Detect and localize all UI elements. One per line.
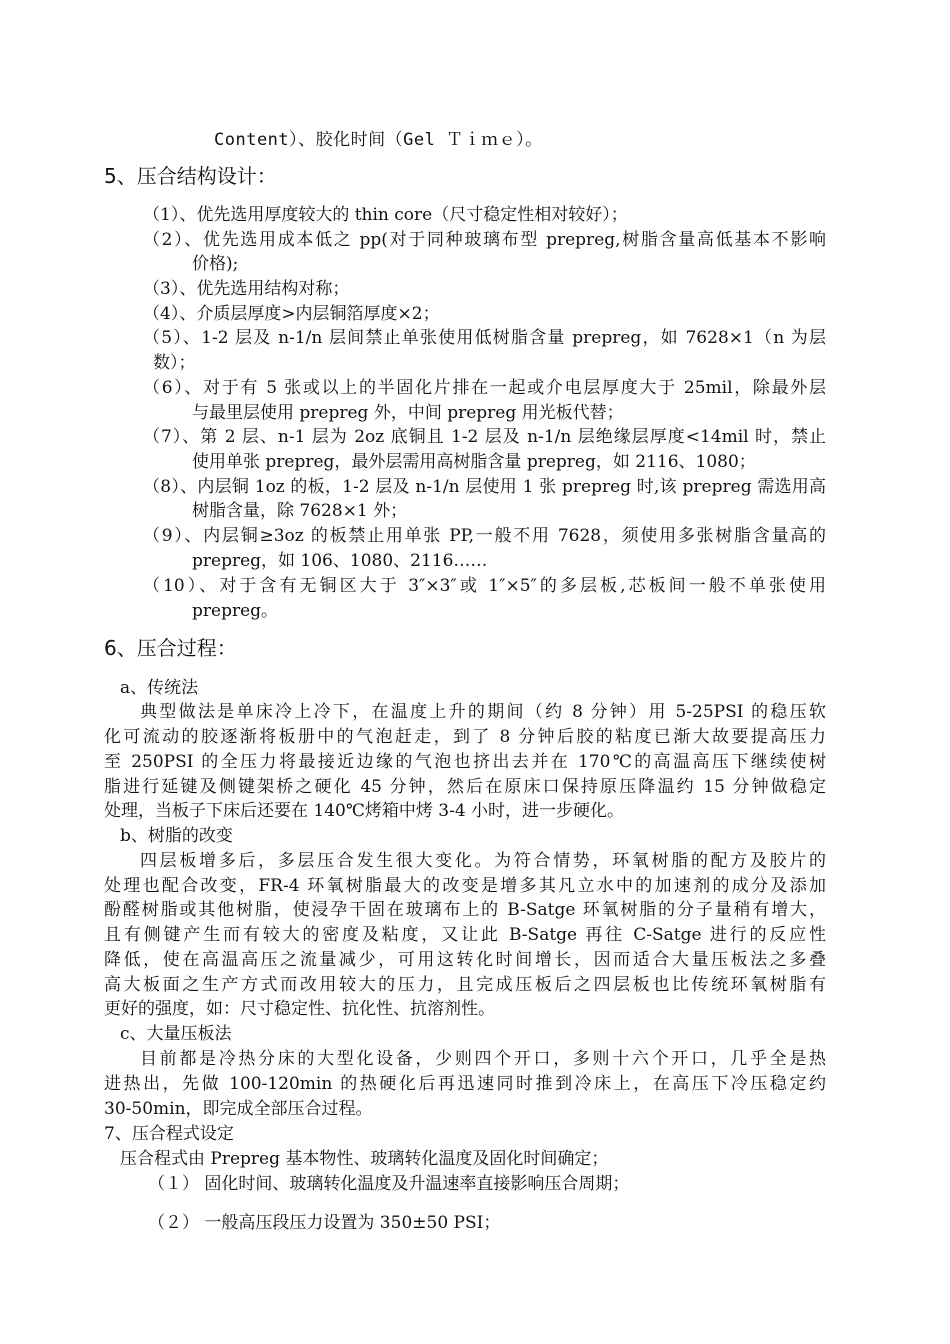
- subsection-b-para-line-3: 酚醛树脂或其他树脂，使浸孕干固在玻璃布上的 B-Satge 环氧树脂的分子量稍有增大，: [104, 900, 826, 920]
- section-7-item-2: （２） 一般高压段压力设置为 350±50 PSI；: [148, 1213, 501, 1233]
- section-5-item-6-cont: 与最里层使用 prepreg 外，中间 prepreg 用光板代替；: [192, 403, 624, 423]
- subsection-c-title: c、大量压板法: [120, 1024, 232, 1044]
- subsection-c-para-line-3: 30-50min，即完成全部压合过程。: [104, 1099, 373, 1119]
- subsection-a-para-line-3: 至 250PSI 的全压力将最接近边缘的气泡也挤出去并在 170℃的高温高压下继续使树: [104, 752, 826, 772]
- section-5-item-9-cont: prepreg，如 106、1080、2116……: [192, 551, 488, 571]
- section-5-item-1: （1）、优先选用厚度较大的 thin core（尺寸稳定性相对较好）；: [143, 205, 628, 225]
- section-5-item-5-cont: 数）；: [153, 353, 196, 373]
- section-5-heading: 5、压合结构设计：: [104, 164, 277, 188]
- subsection-c-para-line-2: 进热出，先做 100-120min 的热硬化后再迅速同时推到冷床上，在高压下冷压稳定约: [104, 1074, 826, 1094]
- subsection-a-para-line-4: 脂进行延键及侧键架桥之硬化 45 分钟，然后在原床口保持原压降温约 15 分钟做稳定: [104, 777, 826, 797]
- subsection-b-para-line-7: 更好的强度，如：尺寸稳定性、抗化性、抗溶剂性。: [104, 999, 495, 1019]
- section-5-item-7: （7）、第 2 层、n-1 层为 2oz 底铜且 1-2 层及 n-1/n 层绝缘层厚度<14mil 时，禁止: [143, 427, 826, 447]
- subsection-b-para-line-5: 降低，使在高温高压之流量减少，可用这转化时间增长，因而适合大量压板法之多叠: [104, 950, 826, 970]
- section-5-item-2-cont: 价格);: [192, 254, 239, 274]
- section-5-item-4: （4）、介质层厚度>内层铜箔厚度×2；: [143, 304, 440, 324]
- section-5-item-10-cont: prepreg。: [192, 601, 279, 621]
- section-5-item-3: （3）、优先选用结构对称；: [143, 279, 350, 299]
- subsection-b-para-line-1: 四层板增多后，多层压合发生很大变化。为符合情势，环氧树脂的配方及胶片的: [140, 851, 826, 871]
- subsection-b-para-line-6: 高大板面之生产方式而改用较大的压力，且完成压板后之四层板也比传统环氧树脂有: [104, 975, 826, 995]
- section-5-item-8-cont: 树脂含量，除 7628×1 外；: [192, 501, 408, 521]
- section-5-item-5: （5）、1-2 层及 n-1/n 层间禁止单张使用低树脂含量 prepreg，如 7628×1（n 为层: [143, 328, 826, 348]
- subsection-a-para-line-1: 典型做法是单床冷上冷下，在温度上升的期间（约 8 分钟）用 5-25PSI 的稳压软: [140, 702, 826, 722]
- subsection-a-para-line-5: 处理，当板子下床后还要在 140℃烤箱中烤 3-4 小时，进一步硬化。: [104, 801, 625, 821]
- section-7-heading: 7、压合程式设定: [104, 1124, 234, 1144]
- section-5-item-8: （8）、内层铜 1oz 的板，1-2 层及 n-1/n 层使用 1 张 prepreg 时,该 prepreg 需选用高: [143, 477, 826, 497]
- section-6-heading: 6、压合过程：: [104, 636, 237, 660]
- subsection-b-para-line-4: 且有侧键产生而有较大的密度及粘度，又让此 B-Satge 再往 C-Satge 进行的反应性: [104, 925, 826, 945]
- subsection-b-para-line-2: 处理也配合改变，FR-4 环氧树脂最大的改变是增多其凡立水中的加速剂的成分及添加: [104, 876, 826, 896]
- section-5-item-10: （10）、对于含有无铜区大于 3″×3″或 1″×5″的多层板,芯板间一般不单张使用: [143, 576, 826, 596]
- section-7-item-1: （１） 固化时间、玻璃转化温度及升温速率直接影响压合周期；: [148, 1174, 630, 1194]
- subsection-a-title: a、传统法: [120, 678, 199, 698]
- section-5-item-2: （2）、优先选用成本低之 pp(对于同种玻璃布型 prepreg,树脂含量高低基本不影响: [143, 230, 826, 250]
- content-gel-time-line: Content）、胶化时间（Gel Ｔｉｍｅ）。: [214, 130, 543, 150]
- subsection-c-para-line-1: 目前都是冷热分床的大型化设备，少则四个开口，多则十六个开口，几乎全是热: [140, 1049, 826, 1069]
- subsection-a-para-line-2: 化可流动的胶逐渐将板册中的气泡赶走，到了 8 分钟后胶的粘度已渐大故要提高压力: [104, 727, 826, 747]
- section-5-item-6: （6）、对于有 5 张或以上的半固化片排在一起或介电层厚度大于 25mil，除最外层: [143, 378, 826, 398]
- section-5-item-7-cont: 使用单张 prepreg，最外层需用高树脂含量 prepreg，如 2116、1080；: [192, 452, 756, 472]
- subsection-b-title: b、树脂的改变: [120, 826, 233, 846]
- section-7-intro: 压合程式由 Prepreg 基本物性、玻璃转化温度及固化时间确定；: [120, 1149, 609, 1169]
- section-5-item-9: （9）、内层铜≥3oz 的板禁止用单张 PP,一般不用 7628，须使用多张树脂含量高的: [143, 526, 826, 546]
